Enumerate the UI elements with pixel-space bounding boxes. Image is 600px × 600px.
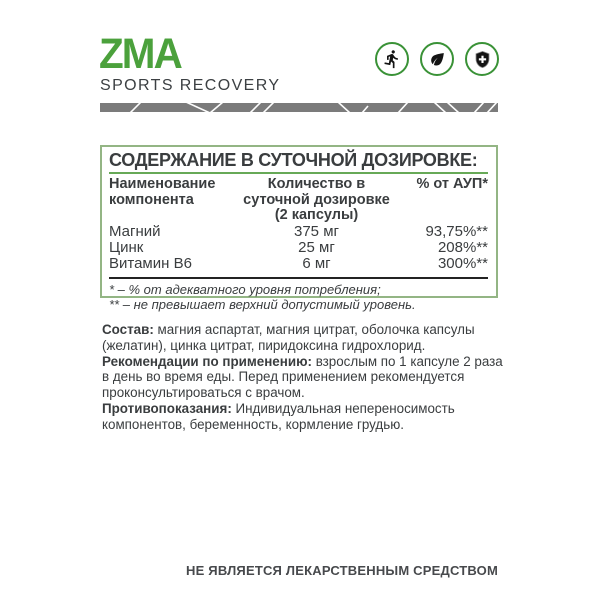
component-cell: Цинк	[109, 238, 144, 256]
brand-name: ZMA	[99, 30, 181, 78]
leaf-icon	[428, 50, 447, 69]
info-block	[102, 322, 504, 433]
table-row	[109, 224, 488, 240]
usage-text: взрослым по 1 капсуле 2 раза в день во время еды. Перед применением рекомендуется проконсультироваться с врачом.	[102, 353, 503, 401]
shield-cross-icon	[473, 50, 492, 69]
usage-label: Рекомендации по применению:	[102, 353, 312, 369]
component-cell: Витамин В6	[109, 255, 192, 273]
facts-divider-line	[109, 277, 488, 279]
composition-text: магния аспартат, магния цитрат, оболочка капсулы (желатин), цинка цитрат, пиридоксина гидрохлорид.	[102, 322, 475, 353]
usage-paragraph	[102, 354, 504, 401]
disclaimer-text: НЕ ЯВЛЯЕТСЯ ЛЕКАРСТВЕННЫМ СРЕДСТВОМ	[186, 563, 498, 578]
facts-title: СОДЕРЖАНИЕ В СУТОЧНОЙ ДОЗИРОВКЕ:	[109, 150, 478, 170]
amount-cell: 25 мг	[298, 238, 335, 256]
footnote: ** – не превышает верхний допустимый уровень.	[109, 296, 416, 312]
facts-header-row	[109, 177, 488, 224]
composition-paragraph	[102, 322, 504, 354]
footnote: * – % от адекватного уровня потребления;	[109, 281, 381, 297]
shield-badge	[465, 42, 499, 76]
badge-row	[375, 42, 499, 76]
amount-cell: 375 мг	[294, 222, 339, 240]
header-component: Наименование компонента	[109, 176, 216, 208]
leaf-badge	[420, 42, 454, 76]
brand-subtitle: SPORTS RECOVERY	[100, 77, 281, 94]
camo-divider-bar	[100, 103, 498, 112]
percent-cell: 300%**	[437, 255, 488, 273]
contraindications-paragraph	[102, 401, 504, 433]
runner-badge	[375, 42, 409, 76]
runner-icon	[382, 49, 402, 69]
header-amount: Количество в суточной дозировке (2 капсулы)	[243, 176, 390, 223]
percent-cell: 208%**	[437, 238, 488, 256]
table-row	[109, 240, 488, 256]
amount-cell: 6 мг	[302, 255, 331, 273]
contraindications-text: Индивидуальная непереносимость компонентов, беременность, кормление грудью.	[102, 400, 455, 432]
header-percent: % от АУП*	[416, 176, 488, 192]
facts-table	[100, 145, 498, 312]
component-cell: Магний	[109, 222, 161, 240]
contraindications-label: Противопоказания:	[102, 400, 232, 416]
table-row	[109, 256, 488, 272]
percent-cell: 93,75%**	[425, 222, 488, 240]
composition-label: Состав:	[102, 322, 154, 337]
facts-title-underline	[109, 172, 488, 174]
